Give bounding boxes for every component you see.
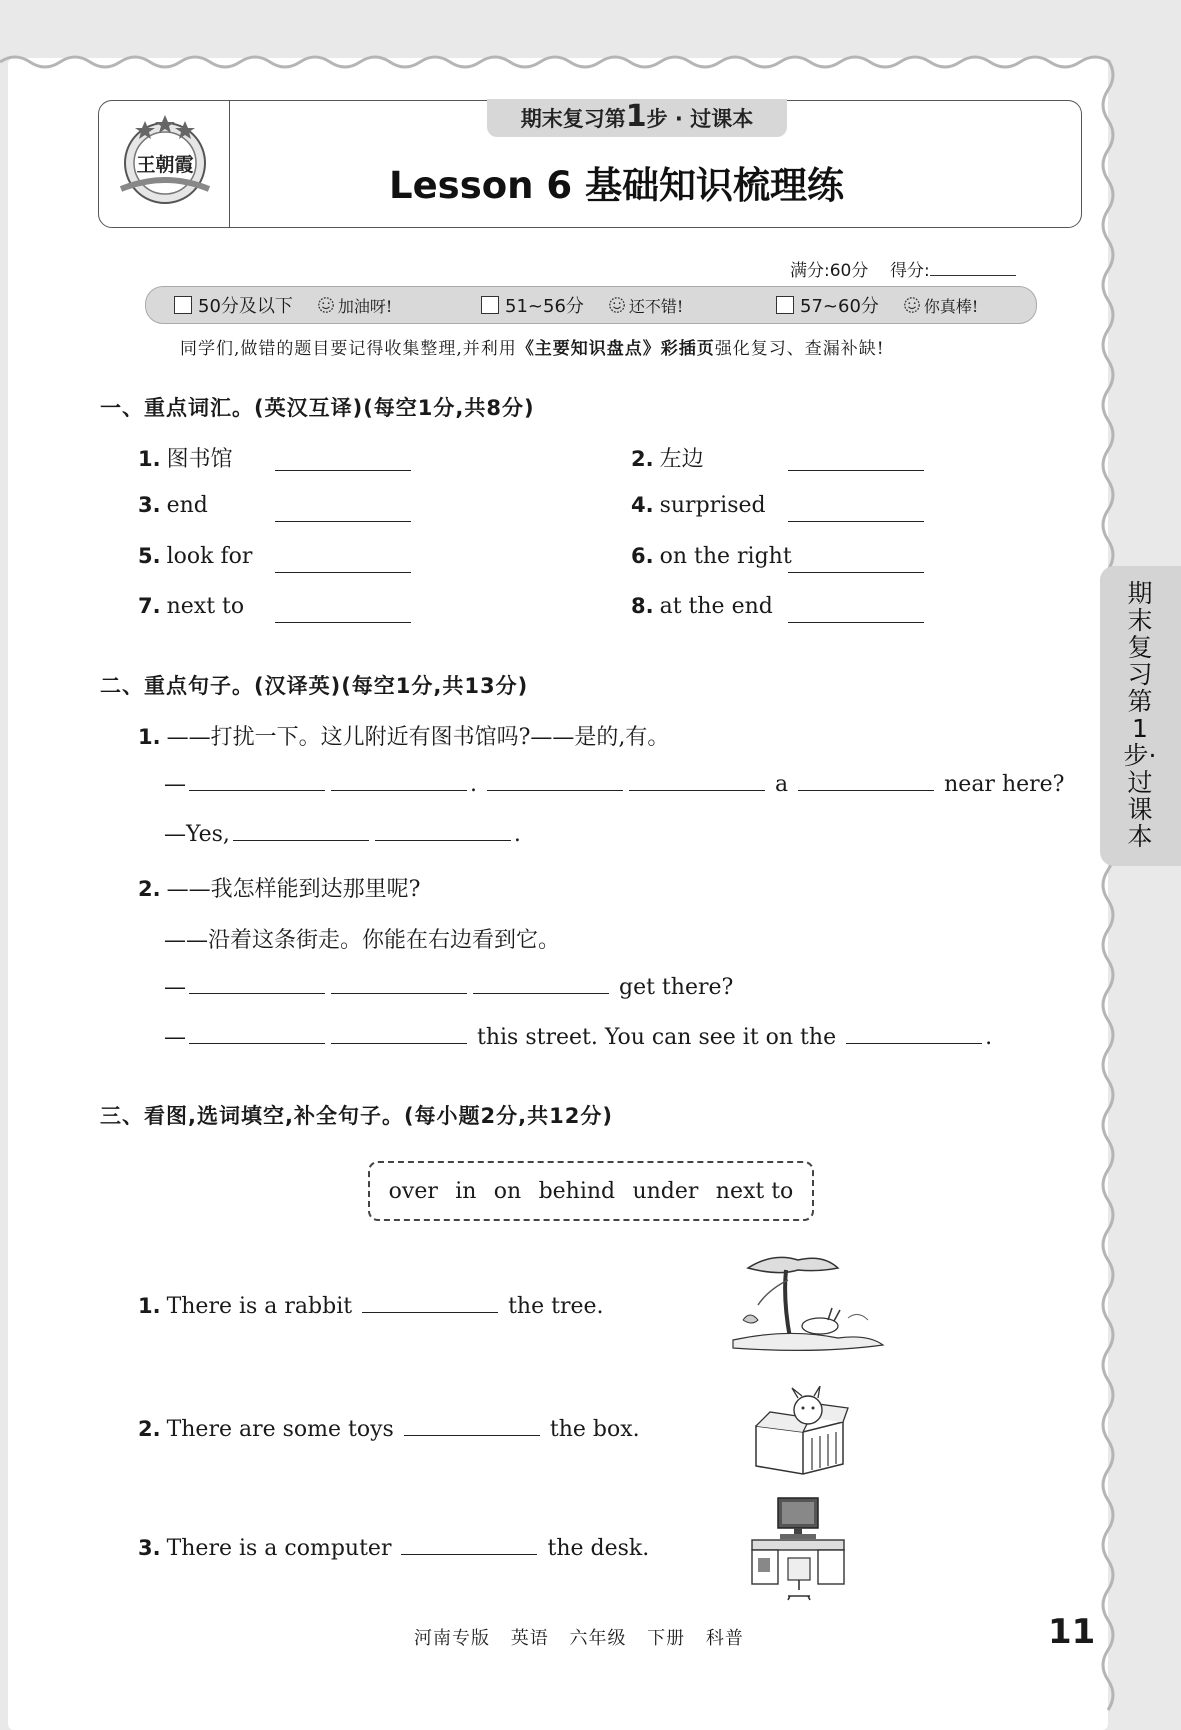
word-in: in: [455, 1178, 477, 1204]
sentence-q2-line2: — this street. You can see it on the .: [164, 1025, 993, 1050]
smiley-face-icon: [903, 296, 921, 314]
answer-blank[interactable]: [375, 822, 511, 841]
sentence-q2-prompt: 2. ——我怎样能到达那里呢?: [138, 877, 421, 902]
side-tab: 期末复习第1步·过课本: [1100, 566, 1181, 866]
sentence-q1-line1: — . a near here?: [164, 772, 1065, 797]
rank-item-low: 50分及以下 加油呀!: [174, 292, 392, 318]
sentence-q1-line2: —Yes, .: [164, 822, 521, 847]
answer-blank[interactable]: [846, 1025, 982, 1044]
answer-blank[interactable]: [404, 1417, 540, 1436]
vocab-item-1: 1. 图书馆: [138, 447, 233, 472]
vocab-item-4: 4. surprised: [631, 493, 766, 518]
answer-blank[interactable]: [275, 622, 411, 623]
section-3-title: 三、看图,选词填空,补全句子。(每小题2分,共12分): [100, 1104, 613, 1128]
score-line: [790, 256, 1090, 281]
answer-blank[interactable]: [788, 572, 924, 573]
rank-item-mid: 51~56分 还不错!: [481, 292, 683, 318]
page-number: 11: [1048, 1612, 1096, 1652]
answer-blank[interactable]: [275, 572, 411, 573]
answer-blank[interactable]: [788, 470, 924, 471]
answer-blank[interactable]: [629, 772, 765, 791]
score-blank[interactable]: [930, 261, 1016, 276]
answer-blank[interactable]: [362, 1294, 498, 1313]
rank-checkbox[interactable]: [481, 296, 499, 314]
answer-blank[interactable]: [189, 1025, 325, 1044]
footer-info: 河南专版 英语 六年级 下册 科普: [414, 1628, 744, 1649]
answer-blank[interactable]: [798, 772, 934, 791]
answer-blank[interactable]: [487, 772, 623, 791]
vocab-item-7: 7. next to: [138, 594, 245, 619]
word-over: over: [388, 1178, 438, 1204]
toys-in-box-image: [748, 1386, 854, 1478]
answer-blank[interactable]: [189, 772, 325, 791]
answer-blank[interactable]: [788, 521, 924, 522]
logo-box: [99, 101, 230, 227]
score-label: 得分:: [889, 261, 930, 281]
smiley-face-icon: [608, 296, 626, 314]
picture-q3: 3. There is a computer the desk.: [138, 1536, 650, 1561]
vocab-item-5: 5. look for: [138, 544, 253, 569]
computer-on-desk-image: [748, 1494, 848, 1602]
word-next-to: next to: [715, 1178, 794, 1204]
answer-blank[interactable]: [275, 470, 411, 471]
full-score: 满分:60分: [790, 261, 869, 281]
sentence-q2-line1: — get there?: [164, 975, 734, 1000]
wavy-top-edge: [0, 40, 1181, 80]
answer-blank[interactable]: [401, 1536, 537, 1555]
picture-q2: 2. There are some toys the box.: [138, 1417, 640, 1442]
publisher-logo: [115, 111, 215, 211]
word-on: on: [493, 1178, 522, 1204]
smiley-face-icon: [317, 296, 335, 314]
wavy-right-edge: [1100, 60, 1130, 1730]
answer-blank[interactable]: [189, 975, 325, 994]
picture-q1: 1. There is a rabbit the tree.: [138, 1294, 604, 1319]
answer-blank[interactable]: [331, 975, 467, 994]
score-rank-bar: [145, 286, 1037, 324]
word-under: under: [632, 1178, 699, 1204]
word-behind: behind: [538, 1178, 616, 1204]
section-1-title: 一、重点词汇。(英汉互译)(每空1分,共8分): [100, 396, 535, 420]
lesson-header: [98, 100, 1082, 228]
vocab-item-8: 8. at the end: [631, 594, 773, 619]
answer-blank[interactable]: [788, 622, 924, 623]
word-bank: [368, 1161, 814, 1221]
study-tip: 同学们,做错的题目要记得收集整理,并利用《主要知识盘点》彩插页强化复习、查漏补缺!: [180, 339, 885, 359]
rank-checkbox[interactable]: [776, 296, 794, 314]
sentence-q1-prompt: 1. ——打扰一下。这儿附近有图书馆吗?——是的,有。: [138, 725, 670, 750]
rank-item-high: 57~60分 你真棒!: [776, 292, 978, 318]
vocab-item-2: 2. 左边: [631, 447, 704, 472]
page-title: Lesson 6 基础知识梳理练: [389, 164, 844, 207]
answer-blank[interactable]: [473, 975, 609, 994]
review-step-tag: 期末复习第1步 · 过课本: [487, 99, 787, 137]
answer-blank[interactable]: [275, 521, 411, 522]
answer-blank[interactable]: [331, 1025, 467, 1044]
vocab-item-6: 6. on the right: [631, 544, 792, 569]
svg-text:王朝霞: 王朝霞: [136, 154, 194, 176]
sentence-q2-prompt2: ——沿着这条街走。你能在右边看到它。: [164, 928, 561, 953]
rank-checkbox[interactable]: [174, 296, 192, 314]
answer-blank[interactable]: [233, 822, 369, 841]
vocab-item-3: 3. end: [138, 493, 208, 518]
section-2-title: 二、重点句子。(汉译英)(每空1分,共13分): [100, 674, 529, 698]
answer-blank[interactable]: [331, 772, 467, 791]
rabbit-under-tree-image: [728, 1250, 888, 1360]
